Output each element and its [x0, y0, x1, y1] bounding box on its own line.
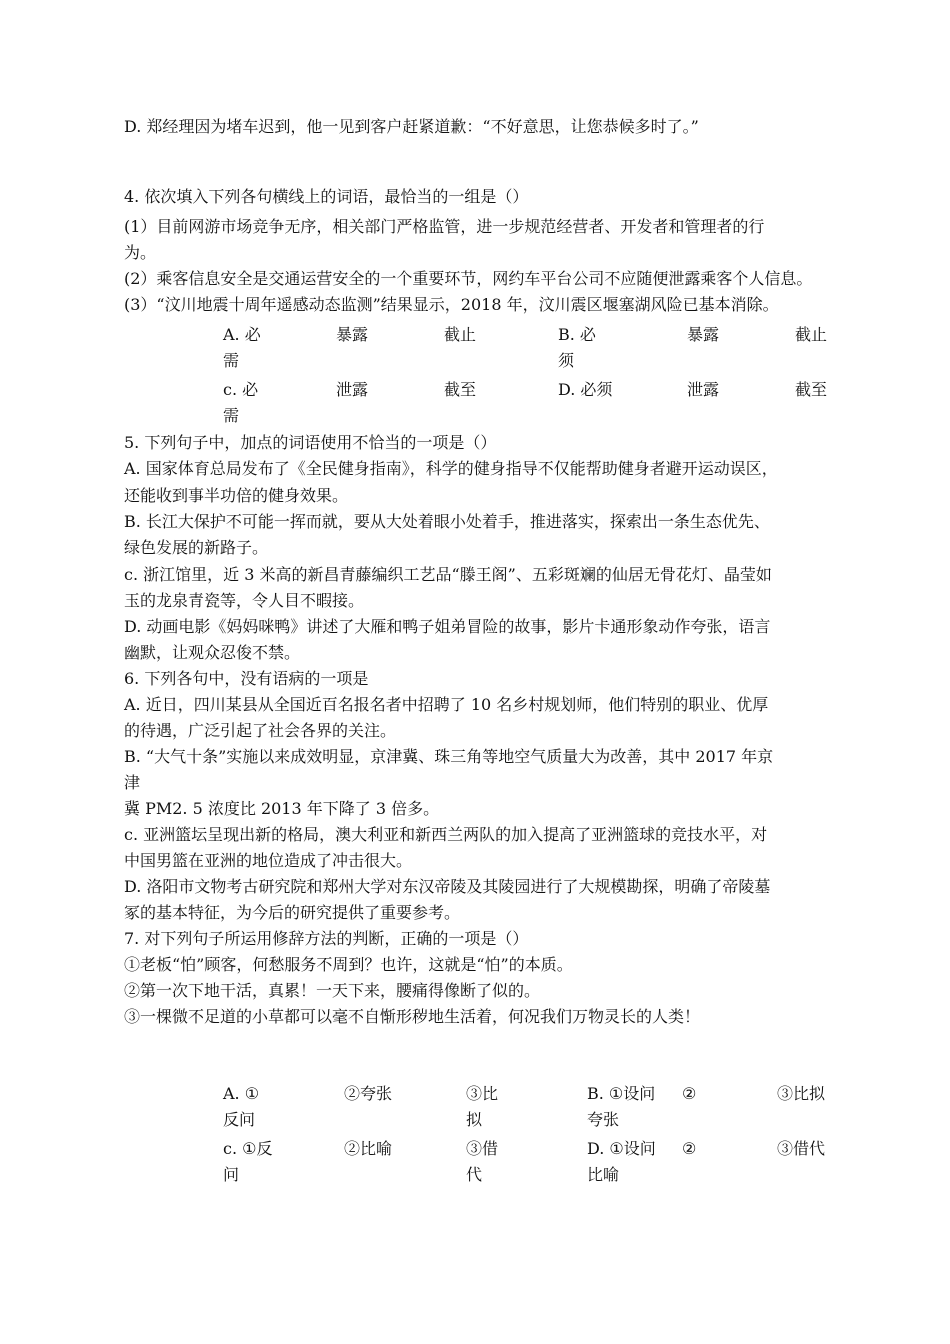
q7-option-a-label: A. ① [223, 1084, 260, 1103]
question-6-title: 6. 下列各句中，没有语病的一项是 [124, 669, 369, 688]
q7-option-c-label: c. ①反 [223, 1139, 273, 1158]
q4-option-c-word2: 泄露 [336, 380, 369, 399]
q6-option-c: c. 亚洲篮坛呈现出新的格局，澳大利亚和新西兰两队的加入提高了亚洲篮球的竞技水平，对 [124, 825, 768, 844]
q4-option-d-word3: 截至 [795, 380, 828, 399]
q7-option-c-item2: ②比喻 [344, 1139, 393, 1158]
q6-option-b-cont-2: 冀 PM2. 5 浓度比 2013 年下降了 3 倍多。 [124, 799, 440, 818]
q6-option-b: B. “大气十条”实施以来成效明显，京津冀、珠三角等地空气质量大为改善，其中 2017 年京 [124, 747, 774, 766]
q4-option-b-word2: 暴露 [687, 325, 720, 344]
q6-option-d: D. 洛阳市文物考古研究院和郑州大学对东汉帝陵及其陵园进行了大规模勘探，明确了帝陵墓 [124, 877, 771, 896]
q5-option-c: c. 浙江馆里，近 3 米高的新昌青藤编织工艺品“滕王阁”、五彩斑斓的仙居无骨花灯、晶莹如 [124, 565, 772, 584]
q6-option-a-cont: 的待遇，广泛引起了社会各界的关注。 [124, 721, 397, 740]
q7-option-d-item2: ② [682, 1139, 697, 1158]
q7-option-d-item3: ③借代 [777, 1139, 826, 1158]
q7-sentence-1: ①老板“怕”顾客，何愁服务不周到？也许，这就是“怕”的本质。 [124, 955, 573, 974]
q6-option-b-cont: 津 [124, 773, 141, 792]
q4-sentence-1: (1）目前网游市场竞争无序，相关部门严格监管，进一步规范经营者、开发者和管理者的行 [124, 217, 765, 236]
question-4-title: 4. 依次填入下列各句横线上的词语，最恰当的一组是（） [124, 187, 529, 206]
q7-option-d-label: D. ①设问 [587, 1139, 656, 1158]
q4-option-c-word3: 截至 [444, 380, 477, 399]
q5-option-a-cont: 还能收到事半功倍的健身效果。 [124, 486, 349, 505]
q7-option-c-item3-cont: 代 [466, 1165, 483, 1184]
q7-option-a-label-cont: 反问 [223, 1110, 256, 1129]
q4-option-c-label: c. 必 [223, 380, 259, 399]
q4-option-a-label: A. 必 [223, 325, 261, 344]
q7-sentence-3: ③一棵微不足道的小草都可以毫不自惭形秽地生活着，何况我们万物灵长的人类！ [124, 1007, 701, 1026]
q7-option-a-item2: ②夸张 [344, 1084, 393, 1103]
q6-option-c-cont: 中国男篮在亚洲的地位造成了冲击很大。 [124, 851, 413, 870]
q7-option-d-label-cont: 比喻 [587, 1165, 620, 1184]
q4-sentence-1-cont: 为。 [124, 243, 157, 262]
q7-option-a-item3: ③比 [466, 1084, 499, 1103]
q3-option-d: D. 郑经理因为堵车迟到，他一见到客户赶紧道歉：“不好意思，让您恭候多时了。” [124, 117, 699, 136]
q6-option-a: A. 近日，四川某县从全国近百名报名者中招聘了 10 名乡村规划师，他们特别的职业、优厚 [124, 695, 769, 714]
q7-option-a-item3-cont: 拟 [466, 1110, 483, 1129]
q7-option-c-label-cont: 问 [223, 1165, 240, 1184]
q4-sentence-2: (2）乘客信息安全是交通运营安全的一个重要环节，网约车平台公司不应随便泄露乘客个人信息。 [124, 269, 813, 288]
q4-option-d-word2: 泄露 [687, 380, 720, 399]
question-7-title: 7. 对下列句子所运用修辞方法的判断，正确的一项是（） [124, 929, 529, 948]
q4-option-b-word3: 截止 [795, 325, 828, 344]
q4-option-b-label-cont: 须 [558, 351, 575, 370]
q4-option-a-label-cont: 需 [223, 351, 240, 370]
q7-option-b-label: B. ①设问 [587, 1084, 656, 1103]
question-5-title: 5. 下列句子中，加点的词语使用不恰当的一项是（） [124, 433, 497, 452]
q5-option-d-cont: 幽默，让观众忍俊不禁。 [124, 643, 301, 662]
q5-option-c-cont: 玉的龙泉青瓷等，令人目不暇接。 [124, 591, 365, 610]
q6-option-d-cont: 冢的基本特征，为今后的研究提供了重要参考。 [124, 903, 461, 922]
q5-option-b: B. 长江大保护不可能一挥而就，要从大处着眼小处着手，推进落实，探索出一条生态优先、 [124, 512, 770, 531]
q5-option-a: A. 国家体育总局发布了《全民健身指南》，科学的健身指导不仅能帮助健身者避开运动误区， [124, 459, 778, 478]
q4-option-a-word3: 截止 [444, 325, 477, 344]
q4-sentence-3: (3）“汶川地震十周年遥感动态监测”结果显示，2018 年，汶川震区堰塞湖风险已基本消除。 [124, 295, 779, 314]
q4-option-d-label: D. 必须 [558, 380, 613, 399]
q7-option-b-item2: ② [682, 1084, 697, 1103]
q4-option-c-label-cont: 需 [223, 406, 240, 425]
q5-option-d: D. 动画电影《妈妈咪鸭》讲述了大雁和鸭子姐弟冒险的故事，影片卡通形象动作夸张，语言 [124, 617, 771, 636]
q4-option-a-word2: 暴露 [336, 325, 369, 344]
q7-option-b-label-cont: 夸张 [587, 1110, 620, 1129]
q4-option-b-label: B. 必 [558, 325, 596, 344]
q7-sentence-2: ②第一次下地干活，真累！一天下来，腰痛得像断了似的。 [124, 981, 541, 1000]
q5-option-b-cont: 绿色发展的新路子。 [124, 538, 269, 557]
q7-option-b-item3: ③比拟 [777, 1084, 826, 1103]
q7-option-c-item3: ③借 [466, 1139, 499, 1158]
